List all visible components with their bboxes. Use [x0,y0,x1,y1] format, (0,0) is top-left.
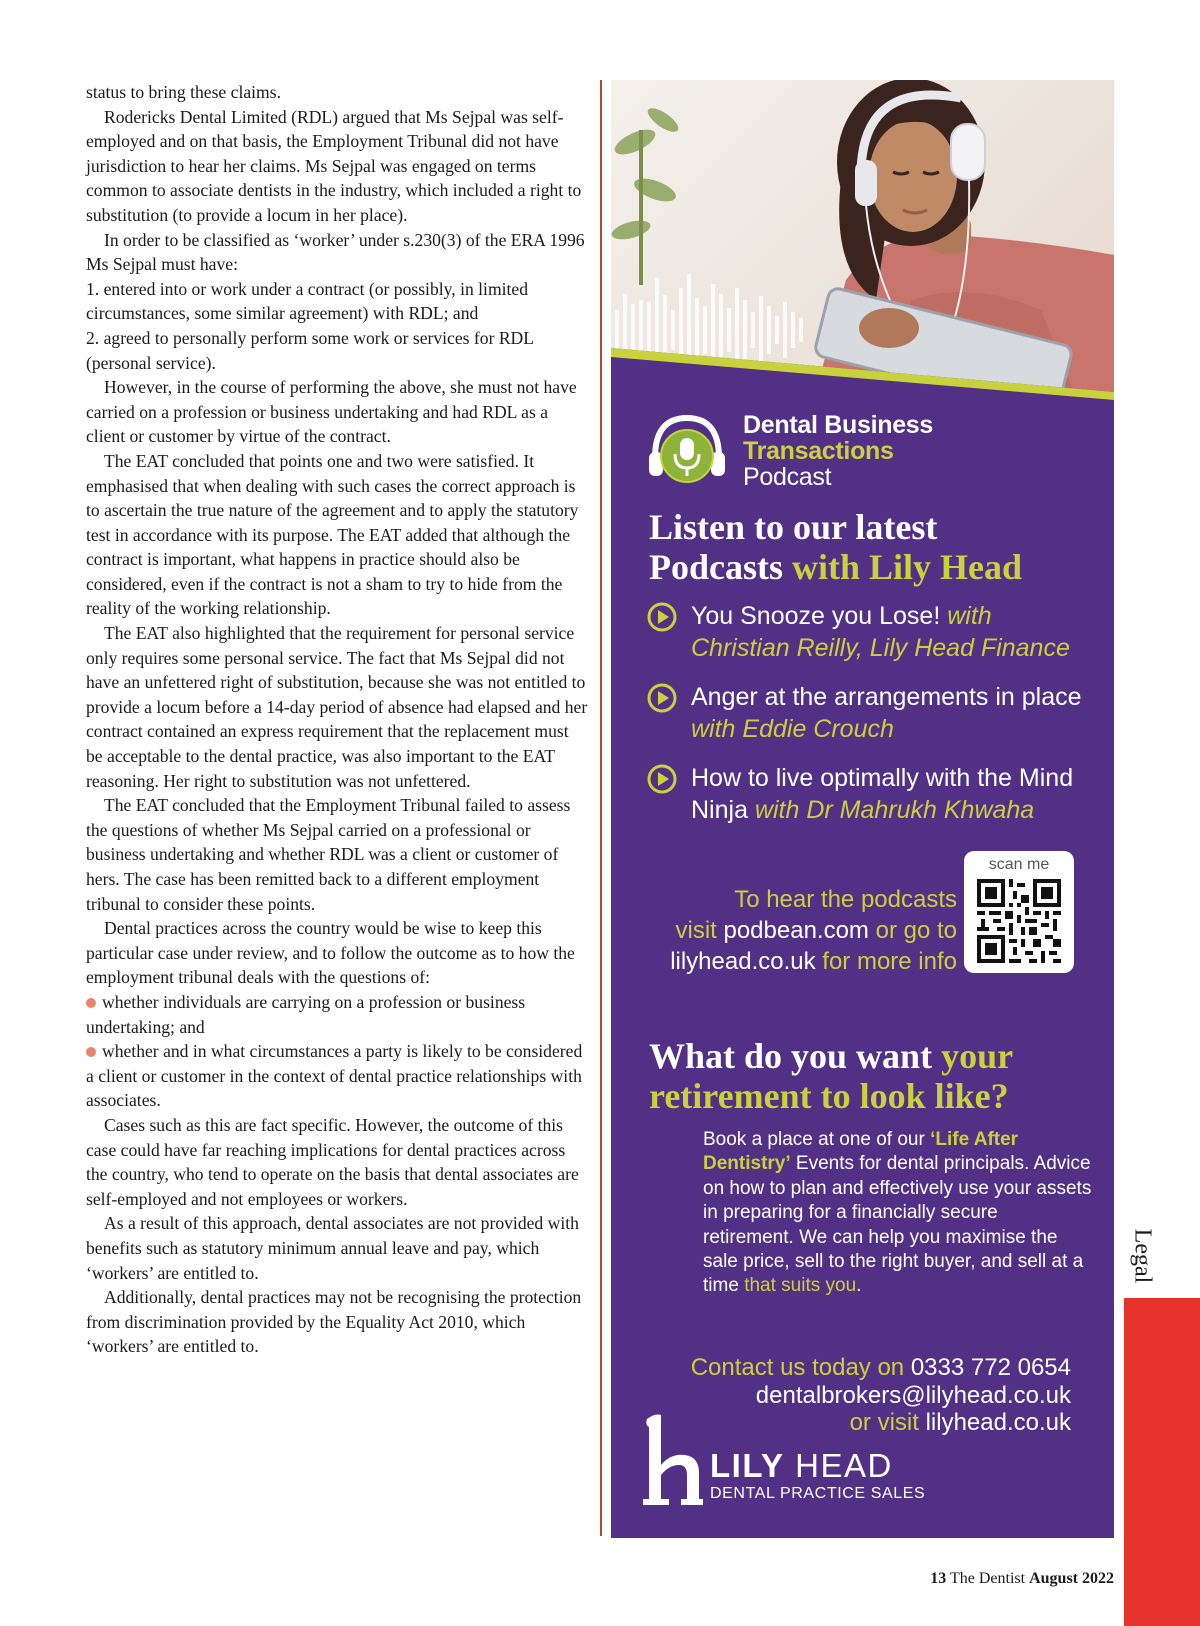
book-highlight: that suits you [744,1275,857,1297]
article-paragraph: However, in the course of performing the above, she must not have carried on a profession or business undertaking and had RDL as a client or customer by virtue of the contract. [86,377,577,447]
book-text-2: Events for dental principals. Advice on how to plan and effectively use your assets in preparing for a financially secure retirement. We can help you maximise the sale price, sell to the right buyer, and sell at a time [703,1153,1092,1297]
headline-part-1: Listen to our latest [649,507,938,547]
book-text-3: . [856,1275,862,1297]
headline2-part-2: your [941,1036,1014,1076]
brand-line-3: Podcast [743,463,832,491]
qr-code-icon [977,879,1061,963]
podcast-item[interactable] [647,600,1097,664]
lily-head-wordmark [710,1449,893,1483]
article-bullet [86,990,588,1039]
article-paragraph: The EAT concluded that the Employment Tribunal failed to assess the questions of whether Ms Sejpal carried on a professional or business undertaking and whether RDL was a client or customer of hers. The case has been remitted back to a different employment tribunal to consider these points. [86,795,571,914]
play-icon [647,683,677,713]
page-footer [840,1570,1114,1588]
hear-podcasts-text [641,884,957,977]
contact-phone[interactable]: 0333 772 0654 [910,1354,1071,1381]
contact-details [671,1354,1071,1437]
article-body [86,80,588,1359]
wordmark-light: HEAD [784,1447,893,1484]
section-label [1122,1224,1162,1288]
podcast-microphone-icon [645,410,729,488]
book-text-1: Book a place at one of our [703,1129,931,1150]
podcast-guest: with Christian Reilly, Lily Head Finance [691,602,1070,662]
headline2-part-3: retirement to look like? [649,1076,1009,1116]
podcast-item[interactable] [647,762,1097,826]
lily-head-h-logo-icon [641,1413,705,1507]
bullet-text: whether and in what circumstances a party is likely to be considered a client or customer in the context of dental practice relationships with associates. [86,1041,583,1111]
play-icon [647,764,677,794]
article-paragraph: Cases such as this are fact specific. However, the outcome of this case could have far reaching implications for dental practices across the country, who tend to operate on the basis that dental associates are self-employed and not employees or workers. [86,1114,579,1209]
podbean-link[interactable]: podbean.com [723,917,869,944]
contact-website[interactable]: lilyhead.co.uk [925,1409,1071,1436]
contact-visit-label: or visit [849,1409,926,1436]
hear-visit: visit [675,917,724,944]
bullet-text: whether individuals are carrying on a profession or business undertaking; and [86,991,526,1037]
article-paragraph: The EAT concluded that points one and two were satisfied. It emphasised that when dealing with such cases the correct approach is to ascertain the true nature of the agreement and to apply the statutory test in accordance with its purpose. The EAT added that although the contract is important, what happens in practice should also be considered, even if the contract is not a sham to try to hide from the reality of the working relationship. [86,450,579,619]
podcast-list [647,600,1097,843]
podcast-title: How to live optimally with the Mind Ninja [691,764,1074,824]
column-divider [600,80,602,1536]
brand-line-2: Transactions [743,437,894,465]
brand-line-1: Dental Business [743,411,934,439]
podcast-title: Anger at the arrangements in place [691,683,1082,711]
article-list-item: 1. entered into or work under a contract (or possibly, in limited circumstances, some similar agreement) with RDL; and [86,278,529,324]
issue-date: August 2022 [1029,1570,1114,1587]
section-tab [1124,1298,1200,1626]
article-paragraph: Additionally, dental practices may not be recognising the protection from discrimination provided by the Equality Act 2010, which ‘workers’ are entitled to. [86,1287,582,1357]
qr-code-card[interactable] [964,851,1074,973]
article-bullet [86,1039,588,1113]
hear-line-1: To hear the podcasts [734,886,957,913]
article-paragraph: As a result of this approach, dental associates are not provided with benefits such as statutory minimum annual leave and pay, which ‘workers’ are entitled to. [86,1213,579,1283]
qr-label: scan me [988,856,1050,873]
podcast-guest: with Dr Mahrukh Khwaha [754,796,1035,824]
publication-name: The Dentist [946,1570,1030,1587]
article-paragraph: status to bring these claims. [86,82,281,102]
lilyhead-link[interactable]: lilyhead.co.uk [670,948,816,975]
headline-part-3: with Lily Head [783,547,1023,587]
wordmark-bold: LILY [710,1447,785,1484]
events-description [703,1128,1093,1299]
contact-email[interactable]: dentalbrokers@lilyhead.co.uk [755,1381,1071,1409]
podcast-title: You Snooze you Lose! [691,602,948,630]
lily-head-tagline: DENTAL PRACTICE SALES [710,1485,926,1502]
article-paragraph: Dental practices across the country would be wise to keep this particular case under review, and to follow the outcome as to how the employment tribunal deals with the questions of: [86,918,575,988]
article-paragraph: In order to be classified as ‘worker’ under s.230(3) of the ERA 1996 Ms Sejpal must have: [86,229,585,275]
podcasts-headline [649,507,1099,587]
headline2-part-1: What do you want [649,1036,942,1076]
headline-part-2: Podcasts [649,547,783,587]
hear-or-go: or go to [868,917,957,944]
contact-label: Contact us today on [690,1354,911,1381]
bullet-dot-icon [86,998,96,1008]
retirement-headline [649,1036,1099,1116]
podcast-item[interactable] [647,681,1097,745]
section-label-text: Legal [1129,1228,1156,1284]
article-paragraph: The EAT also highlighted that the requirement for personal service only requires some personal service. The fact that Ms Sejpal did not have an unfettered right of substitution, because she was not entitled to provide a locum before a 14-day period of absence had elapsed and her contract contained an express requirement that the replacement must be acceptable to the dental practice, was also important to the EAT reasoning. Her right to substitution was not unfettered. [86,623,588,791]
page-number: 13 [930,1570,947,1587]
hear-more-info: for more info [815,948,957,975]
podcast-guest: with Eddie Crouch [691,715,894,743]
play-icon [647,602,677,632]
lily-head-advert [611,80,1114,1538]
bullet-dot-icon [86,1047,96,1057]
podcast-brand-name [743,412,933,490]
event-name: ‘Life After Dentistry’ [703,1129,1019,1175]
article-paragraph: Rodericks Dental Limited (RDL) argued that Ms Sejpal was self-employed and on that basis, the Employment Tribunal did not have jurisdiction to hear her claims. Ms Sejpal was engaged on terms common to associate dentists in the industry, which included a right to substitution (to provide a locum in her place). [86,106,582,225]
article-list-item: 2. agreed to personally perform some work or services for RDL (personal service). [86,327,534,373]
